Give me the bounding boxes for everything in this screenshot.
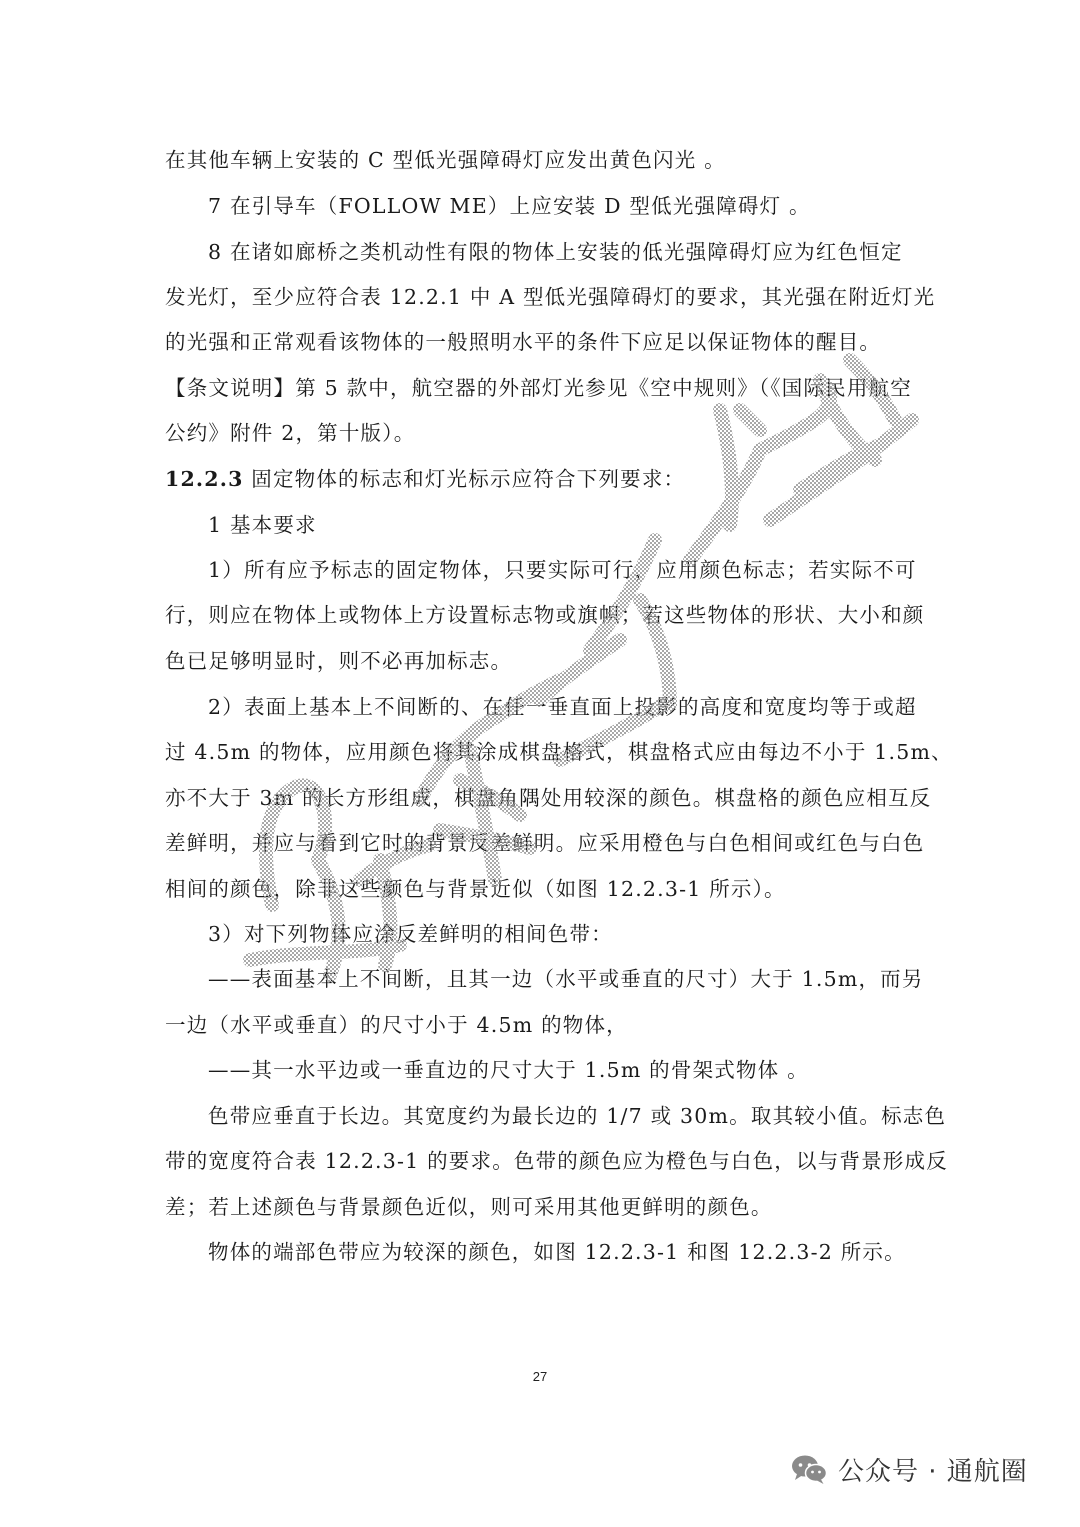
text-line: 相间的颜色，除非这些颜色与背景近似（如图 12.2.3-1 所示）。 [165, 877, 786, 901]
wechat-icon [790, 1453, 828, 1485]
text-line: 在其他车辆上安装的 C 型低光强障碍灯应发出黄色闪光 。 [165, 148, 726, 172]
text-line: 过 4.5m 的物体，应用颜色将其涂成棋盘格式，棋盘格式应由每边不小于 1.5m、 [165, 740, 953, 764]
text-line: 2）表面上基本上不间断的、在任一垂直面上投影的高度和宽度均等于或超 [208, 695, 917, 719]
text-line: 差鲜明，并应与看到它时的背景反差鲜明。应采用橙色与白色相间或红色与白色 [165, 831, 925, 855]
text-line: 1）所有应予标志的固定物体，只要实际可行，应用颜色标志；若实际不可 [208, 558, 917, 582]
text-line: 差；若上述颜色与背景颜色近似，则可采用其他更鲜明的颜色。 [165, 1195, 773, 1219]
text-line: ——其一水平边或一垂直边的尺寸大于 1.5m 的骨架式物体 。 [208, 1058, 809, 1082]
text-line: 一边（水平或垂直）的尺寸小于 4.5m 的物体， [165, 1013, 628, 1037]
page-number: 27 [532, 1369, 548, 1384]
text-line: 带的宽度符合表 12.2.3-1 的要求。色带的颜色应为橙色与白色，以与背景形成反 [165, 1149, 948, 1173]
text-line: 亦不大于 3m 的长方形组成，棋盘角隅处用较深的颜色。棋盘格的颜色应相互反 [165, 786, 932, 810]
section-title: 固定物体的标志和灯光标示应符合下列要求： [251, 467, 686, 491]
text-line: 行，则应在物体上或物体上方设置标志物或旗帜；若这些物体的形状、大小和颜 [165, 603, 925, 627]
text-line: 色带应垂直于长边。其宽度约为最长边的 1/7 或 30m。取其较小值。标志色 [208, 1104, 947, 1128]
footer-label: 公众号 · 通航圈 [838, 1456, 1028, 1487]
text-line: 发光灯，至少应符合表 12.2.1 中 A 型低光强障碍灯的要求，其光强在附近灯光 [165, 285, 936, 309]
text-line: 3）对下列物体应涂反差鲜明的相间色带： [208, 922, 613, 946]
text-line: 物体的端部色带应为较深的颜色，如图 12.2.3-1 和图 12.2.3-2 所示。 [208, 1240, 906, 1264]
text-line: 8 在诸如廊桥之类机动性有限的物体上安装的低光强障碍灯应为红色恒定 [208, 240, 903, 264]
text-line: 的光强和正常观看该物体的一般照明水平的条件下应足以保证物体的醒目。 [165, 330, 882, 354]
footer-attribution [790, 1449, 1028, 1489]
text-line: 1 基本要求 [208, 513, 317, 537]
text-line: 色已足够明显时，则不必再加标志。 [165, 649, 513, 673]
section-number: 12.2.3 [165, 467, 244, 491]
text-line: ——表面基本上不间断，且其一边（水平或垂直的尺寸）大于 1.5m，而另 [208, 967, 924, 991]
text-line: 公约》附件 2，第十版）。 [165, 421, 416, 445]
section-heading [165, 469, 685, 490]
text-line: 7 在引导车（FOLLOW ME）上应安装 D 型低光强障碍灯 。 [208, 194, 811, 218]
clause-explanation: 【条文说明】第 5 款中，航空器的外部灯光参见《空中规则》（《国际民用航空 [165, 376, 912, 400]
